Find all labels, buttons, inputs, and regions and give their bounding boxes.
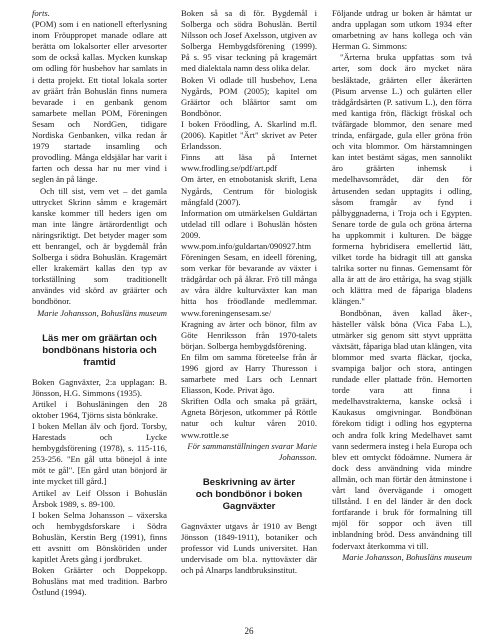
reference-item: Finns att läsa på Internet www.frodling.se/pdf/art.pdf — [181, 152, 317, 174]
section-heading — [32, 333, 167, 369]
reference-item: I boken Fröodling, A. Skarlind m.fl. (2006). Kapitlet "Ärt" skrivet av Peter Erlandsson. — [181, 118, 317, 152]
heading-line: Gagnväxter — [222, 500, 276, 512]
reference-item: Boken så sa di för. Bygdemål i Solberga och södra Bohuslän. Bertil Nilsson och Josef Axelsson, utgiven av Solberga Hembygdsförening (1999). På s. 95 visar teckning på kragemärt med dialektala namn dess olika delar. — [181, 8, 317, 74]
column-middle — [181, 8, 317, 576]
reference-item: Boken Gräärter och Doppekopp. Bohusläns mat med tradition. Barbro Östlund (1994). — [32, 565, 167, 598]
heading-line: framtid — [83, 356, 116, 368]
reference-item: Artikel i Bohusläningen den 28 oktober 1964, Tjörns sista bönkrake. — [32, 398, 167, 420]
heading-line: Beskrivning av ärter — [202, 476, 296, 488]
heading-line: Läs mer om gräärtan och — [42, 332, 157, 344]
heading-line: bondbönans historia och — [42, 344, 157, 356]
body-paragraph: (POM) som i en nationell efterlysning inom Fröuppropet manade odlare att berätta om lokalsorter eller arvesorter som de också kallas. Mycken kunskap om odling för husbehov har samlats in i detta projekt. Ett tiotal lokala sorter av gräårt från Bohuslän finns numera bevarade i en genbank genom samarbete mellan POM, Föreningen Sesam och NordGen, tidigare Nordiska Genbanken, vilka redan år 1979 startade insamling och provodling. Många eldsjälar har varit i farten och dessa har nu mer vind i seglen än på länge. — [32, 19, 167, 185]
reference-item: Om ärter, en etnobotanisk skrift, Lena Nygårds, Centrum för biologisk mångfald (2007). — [181, 174, 317, 207]
quote-paragraph: Bondbönan, även kallad åker-, hästeller välsk böna (Vica Faba L.), utmärker sig genom sitt styvt upprätta växtsätt, fåpariga blad utan klängen, vita blommor med svarta fläckar, tjocka, svampiga baljor och stora, antingen rundade eller plattade frön. Hemorten torde vara att finna i medelhavstrakterna, kanske också i Kaukasus omgivningar. Bondbönan förekom tidigt i odling hos egypterna och andra folk kring Medelhavet samt vann sedermera insteg i hela Europa och blev ett omtyckt födoämne. Numera är dock dess användning vida mindre allmän, och man förtär den åtminstone i vårt land övervägande i omogett tillstånd. I en del länder är den dock fortfarande i bruk för formalning till mjöl för soppor och även till inblandning bröd. Dess användning till fodervaxt återkomma vi till. — [332, 307, 472, 551]
column-left — [32, 8, 167, 599]
heading-line: och bondbönor i boken — [195, 488, 303, 500]
reference-item: Artikel av Leif Olsson i Bohuslän Årsbok 1989, s. 89-100. — [32, 487, 167, 509]
continued-label: forts. — [32, 8, 50, 18]
article-page — [32, 8, 472, 632]
reference-item: Information om utmärkelsen Guldärtan utdelad till odlare i Bohuslän hösten 2009. www.pom.info/guldartan/090927.htm — [181, 207, 317, 251]
body-paragraph: Följande utdrag ur boken är hämtat ur andra upplagan som utkom 1934 efter omarbetning av hans kollega och vän Herman G. Simmons: — [332, 8, 472, 52]
quote-paragraph: "Ärterna bruka uppfattas som två arter, som dock äro mycket nära besläktade, gräärten eller åkerärten (Pisum arvense L.) och gulärten eller trädgårdsärten (P. sativum L.), den förra med kantiga frön, fläckigt fröskal och tvåfärgade blommor, den senare med trinda, enfärgade, gula eller gröna frön och vita blommor. Om härstamningen kan intet bestämt sägas, men sannolikt äro gräärten inhemsk i medelhavsområdet, där den för årtusenden sedan upptagits i odling, såsom framgår av fynd i pålbyggnaderna, i Troja och i Egypten. Senare torde de gula och gröna ärterna ha uppkommit i kulturen. De bägge formerna hybridisera emellertid lätt, vilket torde ha bidragit till att ganska talrika sorter nu finnas. Gemensamt för alla är att de äro ettåriga, ha svag stjälk och klättra med de fåpariga bladens klängen." — [332, 52, 472, 307]
page-number: 26 — [244, 626, 254, 636]
reference-item: Föreningen Sesam, en ideell förening, som verkar för bevarande av växter i trädgårdar och på åkrar. Frö till många av våra äldre kulturväxter kan man hitta hos fröodlande medlemmar. www.foreningensesam.se/ — [181, 252, 317, 318]
reference-item: Boken Vi odlade till husbehov, Lena Nygårds, POM (2005); kapitel om Gräärtor och blåärtor samt om Bondbönor. — [181, 74, 317, 118]
reference-item: Kragning av ärter och bönor, film av Göte Henriksson från 1970-talets början. Solberga hembygdsförening. — [181, 318, 317, 351]
reference-item: Skriften Odla och smaka på gräärt, Agneta Börjeson, utkommer på Röttle natur och kultur våren 2010. www.rottle.se — [181, 396, 317, 440]
reference-item: En film om samma företeelse från år 1996 gjord av Harry Thuresson i samarbete med Lars och Lennart Eliasson, Kode. Privat ägo. — [181, 351, 317, 396]
column-right — [332, 8, 472, 563]
reference-item: I boken Mellan älv och fjord. Torsby, Harestads och Lycke hembygdsförening (1978), s. 115-116, 253-256. "En gål utta bönejol ä inte möt te gål". [En gård utan bönjord är inte mycket till gård.] — [32, 421, 167, 487]
section-heading — [181, 477, 317, 513]
author-signature: Marie Johansson, Bohusläns museum — [37, 307, 167, 318]
reference-item: I boken Selma Johansson – växerska och hembygdsforskare i Södra Bohuslän, Kerstin Berg (1991), finns ett avsnitt om Bönsköriden under kapitlet Årets gång i jordbruket. — [32, 509, 167, 565]
body-paragraph: Gagnväxter utgavs år 1910 av Bengt Jönsson (1849-1911), botaniker och professor vid Lunds universitet. Han undervisade om bl.a. nyttoväxter där och på Alnarps landtbruksinstitut. — [181, 520, 317, 576]
author-signature: Marie Johansson, Bohusläns museum — [342, 551, 472, 562]
compiler-signature: För sammanställningen svarar Marie Johansson. — [187, 440, 317, 462]
reference-item: Boken Gagnväxter, 2:a upplagan: B. Jönsson, H.G. Simmons (1935). — [32, 376, 167, 398]
body-paragraph: Och till sist, vem vet – det gamla uttrycket Skrinn såmm e kragemärt kanske kommer till heders igen om man inte längre ärtärordentligt och näringsriktigt. Det betyder mager som ett benrangel, och är bygdemål från Solberga i södra Bohuslän. Kragemärt eller krakemärt kallas den typ av torkställning som traditionellt användes vid skörd av gräärter och bondbönor. — [32, 185, 167, 307]
